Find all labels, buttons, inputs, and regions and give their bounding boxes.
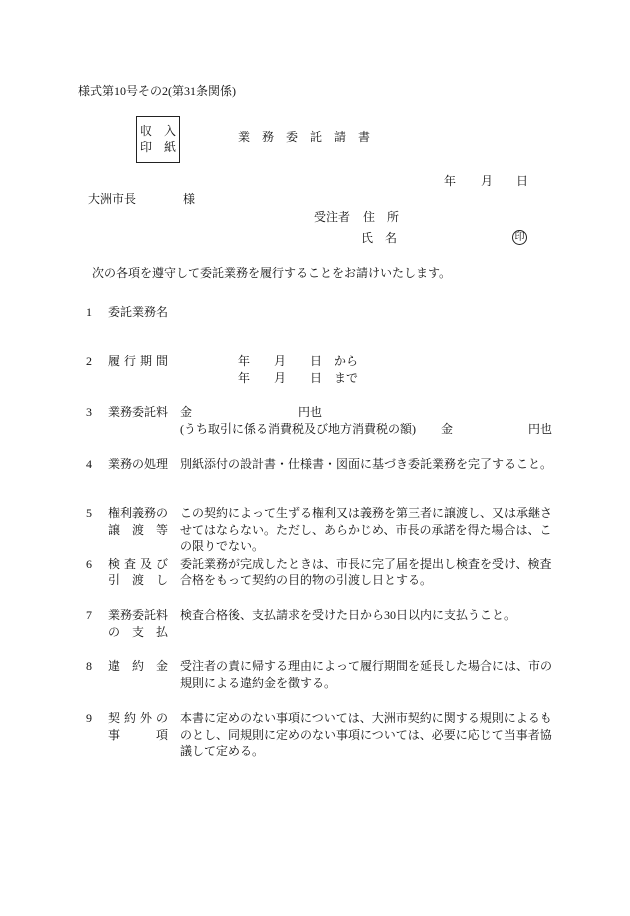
- item-7-label-line-1: 業務委託料: [108, 608, 169, 622]
- item-5-text-line: の限りでない。: [180, 539, 265, 553]
- item-6-text-line: 委託業務が完成したときは、市長に完了届を提出し検査を受け、検査: [180, 557, 552, 571]
- contractor-name-label: 氏 名: [361, 231, 398, 245]
- revenue-stamp-line-1: 収 入: [139, 124, 176, 138]
- item-4-text-line: 別紙添付の設計書・仕様書・図面に基づき委託業務を完了すること。: [180, 457, 553, 471]
- form-number: 様式第10号その2(第31条関係): [78, 84, 236, 98]
- revenue-stamp-line-2: 印 紙: [139, 140, 176, 154]
- addressee-honorific: 様: [183, 192, 196, 206]
- period-end-month: 月: [274, 371, 287, 385]
- item-5-text-line: せてはならない。ただし、あらかじめ、市長の承諾を得た場合は、こ: [180, 523, 552, 537]
- contractor-role: 受注者: [314, 210, 351, 224]
- item-5-number: 5: [86, 506, 92, 520]
- item-6-label-line-2: 引 渡 し: [108, 573, 169, 587]
- item-2-number: 2: [86, 354, 92, 368]
- item-1-label: 委託業務名: [108, 305, 169, 319]
- item-2-label: 履 行 期 間: [108, 354, 168, 368]
- seal-mark-icon: 印: [512, 230, 527, 245]
- item-9-number: 9: [86, 711, 92, 725]
- item-4-label: 業務の処理: [108, 457, 169, 471]
- item-5-text-line: この契約によって生ずる権利又は義務を第三者に譲渡し、又は承継さ: [180, 506, 553, 520]
- item-9-text-line: のとし、同規則に定めのない事項については、必要に応じて当事者協: [180, 728, 552, 742]
- date-day: 日: [516, 174, 529, 188]
- item-4-number: 4: [86, 457, 92, 471]
- item-7-label-line-2: の 支 払: [108, 625, 169, 639]
- fee-unit: 円也: [298, 405, 323, 419]
- period-end-year: 年: [238, 371, 251, 385]
- period-start-month: 月: [274, 354, 287, 368]
- item-6-number: 6: [86, 557, 92, 571]
- item-5-label-line-2: 譲 渡 等: [108, 523, 169, 537]
- revenue-stamp-box: [136, 116, 180, 163]
- document-title: 業 務 委 託 請 書: [238, 130, 371, 144]
- contractor-address-label: 住 所: [363, 210, 400, 224]
- item-1-number: 1: [86, 305, 92, 319]
- item-7-number: 7: [86, 608, 92, 622]
- item-6-text-line: 合格をもって契約の目的物の引渡し日とする。: [180, 573, 433, 587]
- item-3-label: 業務委託料: [108, 405, 169, 419]
- tax-note: (うち取引に係る消費税及び地方消費税の額): [180, 422, 416, 436]
- tax-prefix: 金: [441, 422, 454, 436]
- period-end-suffix: まで: [334, 371, 359, 385]
- tax-unit: 円也: [528, 422, 553, 436]
- addressee-name: 大洲市長: [88, 192, 137, 206]
- item-5-label-line-1: 権利義務の: [108, 506, 169, 520]
- period-start-suffix: から: [334, 354, 359, 368]
- date-year: 年: [444, 174, 457, 188]
- item-9-text-line: 本書に定めのない事項については、大洲市契約に関する規則によるも: [180, 711, 552, 725]
- item-8-number: 8: [86, 659, 92, 673]
- item-9-label-line-1: 契 約 外 の: [108, 711, 168, 725]
- item-9-text-line: 議して定める。: [180, 744, 265, 758]
- period-start-year: 年: [238, 354, 251, 368]
- item-8-label: 違 約 金: [108, 659, 169, 673]
- item-6-label-line-1: 検 査 及 び: [108, 557, 168, 571]
- period-end-day: 日: [310, 371, 323, 385]
- period-start-day: 日: [310, 354, 323, 368]
- item-9-label-line-2: 事 項: [108, 728, 169, 742]
- fee-prefix: 金: [180, 405, 193, 419]
- item-7-text-line: 検査合格後、支払請求を受けた日から30日以内に支払うこと。: [180, 608, 517, 622]
- date-month: 月: [481, 174, 494, 188]
- intro-text: 次の各項を遵守して委託業務を履行することをお請けいたします。: [92, 266, 452, 280]
- item-8-text-line: 規則による違約金を徴する。: [180, 676, 337, 690]
- item-8-text-line: 受注者の責に帰する理由によって履行期間を延長した場合には、市の: [180, 659, 553, 673]
- item-3-number: 3: [86, 405, 92, 419]
